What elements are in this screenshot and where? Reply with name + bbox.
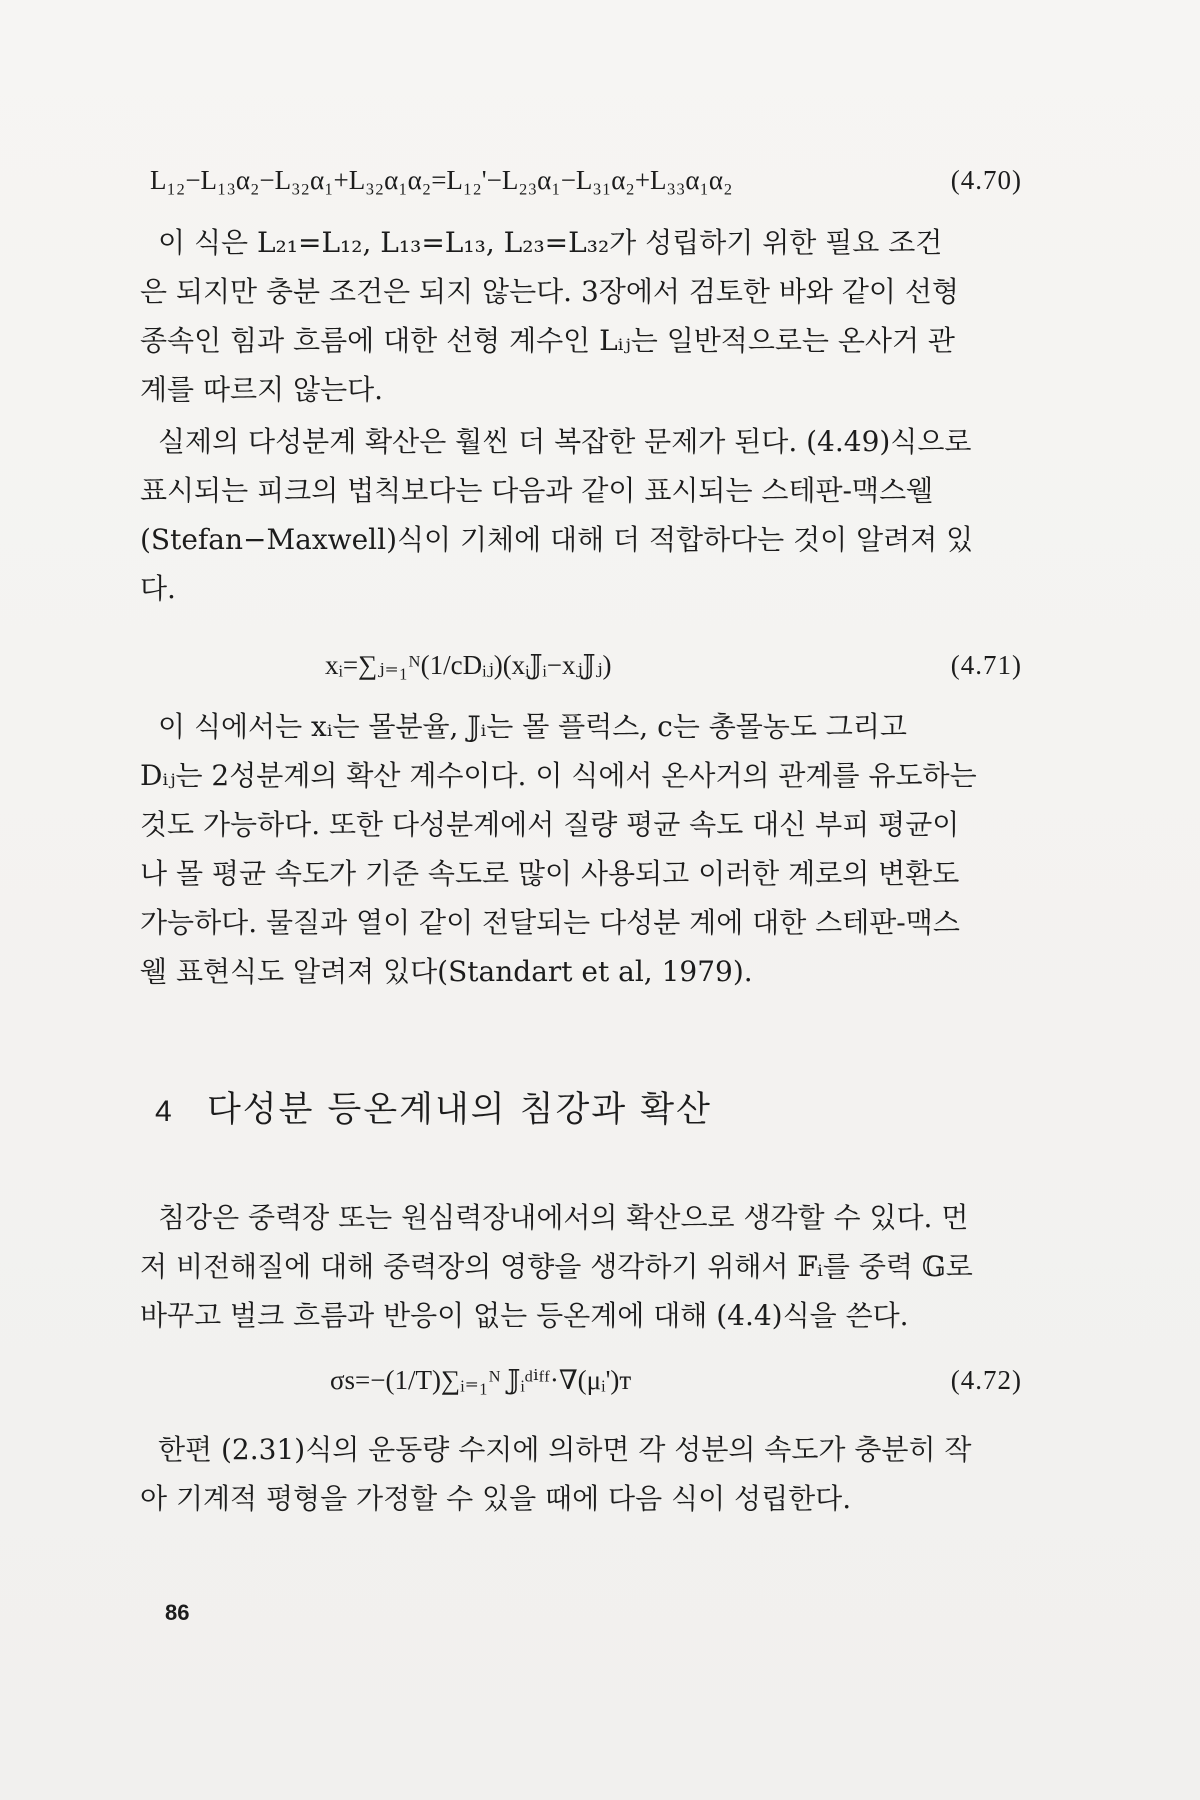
paragraph-stefan-maxwell — [140, 417, 1040, 613]
paragraph-momentum-balance — [140, 1425, 1040, 1523]
text-line: 이 식에서는 xᵢ는 몰분율, 𝕁ᵢ는 몰 플럭스, c는 총몰농도 그리고 — [158, 710, 907, 743]
text-line: 종속인 힘과 흐름에 대한 선형 계수인 Lᵢⱼ는 일반적으로는 온사거 관 — [140, 324, 955, 357]
paragraph-sedimentation — [140, 1193, 1040, 1340]
text-line: 은 되지만 충분 조건은 되지 않는다. 3장에서 검토한 바와 같이 선형 — [140, 275, 959, 308]
text-line: 가능하다. 물질과 열이 같이 전달되는 다성분 계에 대한 스테판-맥스 — [140, 906, 960, 939]
text-line: 침강은 중력장 또는 원심력장내에서의 확산으로 생각할 수 있다. 먼 — [158, 1201, 969, 1234]
text-line: Dᵢⱼ는 2성분계의 확산 계수이다. 이 식에서 온사거의 관계를 유도하는 — [140, 759, 977, 792]
equation-4-72 — [0, 1355, 1200, 1405]
text-line: 실제의 다성분계 확산은 훨씬 더 복잡한 문제가 된다. (4.49)식으로 — [158, 425, 972, 458]
text-line: 계를 따르지 않는다. — [140, 373, 384, 406]
equation-number: (4.71) — [950, 650, 1022, 680]
text-line: (Stefan−Maxwell)식이 기체에 대해 더 적합하다는 것이 알려져 있 — [140, 523, 974, 556]
paragraph-onsager-condition — [140, 218, 1040, 414]
equation-number: (4.72) — [950, 1365, 1022, 1395]
equation-expression: L₁₂−L₁₃α₂−L₃₂α₁+L₃₂α₁α₂=L₁₂'−L₂₃α₁−L₃₁α₂+L₃₃α₁α₂ — [150, 165, 733, 195]
text-line: 바꾸고 벌크 흐름과 반응이 없는 등온계에 대해 (4.4)식을 쓴다. — [140, 1299, 909, 1332]
text-line: 표시되는 피크의 법칙보다는 다음과 같이 표시되는 스테판-맥스웰 — [140, 474, 934, 507]
text-line: 것도 가능하다. 또한 다성분계에서 질량 평균 속도 대신 부피 평균이 — [140, 808, 960, 841]
text-line: 나 몰 평균 속도가 기준 속도로 많이 사용되고 이러한 계로의 변환도 — [140, 857, 960, 890]
equation-4-71 — [0, 640, 1200, 690]
section-title: 다성분 등온계내의 침강과 확산 — [207, 1090, 712, 1130]
equation-expression: xᵢ=∑ⱼ₌₁ᴺ(1/cDᵢⱼ)(xᵢ𝕁ᵢ−xⱼ𝕁ⱼ) — [325, 650, 612, 680]
text-line: 이 식은 L₂₁=L₁₂, L₁₃=L₁₃, L₂₃=L₃₂가 성립하기 위한 필요 조건 — [158, 226, 943, 259]
text-line: 아 기계적 평형을 가정할 수 있을 때에 다음 식이 성립한다. — [140, 1482, 852, 1515]
text-line: 다. — [140, 572, 176, 605]
section-heading — [155, 1082, 712, 1132]
equation-expression: σs=−(1/T)∑ᵢ₌₁ᴺ 𝕁ᵢᵈⁱᶠᶠ·∇(μᵢ')ᴛ — [330, 1365, 632, 1395]
section-number: 4 — [155, 1095, 174, 1128]
equation-number: (4.70) — [950, 165, 1022, 195]
equation-4-70 — [0, 155, 1200, 205]
text-line: 한편 (2.31)식의 운동량 수지에 의하면 각 성분의 속도가 충분히 작 — [158, 1433, 972, 1466]
text-line: 웰 표현식도 알려져 있다(Standart et al, 1979). — [140, 955, 753, 988]
page-number: 86 — [165, 1600, 190, 1625]
paragraph-mole-flux — [140, 702, 1040, 996]
text-line: 저 비전해질에 대해 중력장의 영향을 생각하기 위해서 𝔽ᵢ를 중력 𝔾로 — [140, 1250, 973, 1283]
